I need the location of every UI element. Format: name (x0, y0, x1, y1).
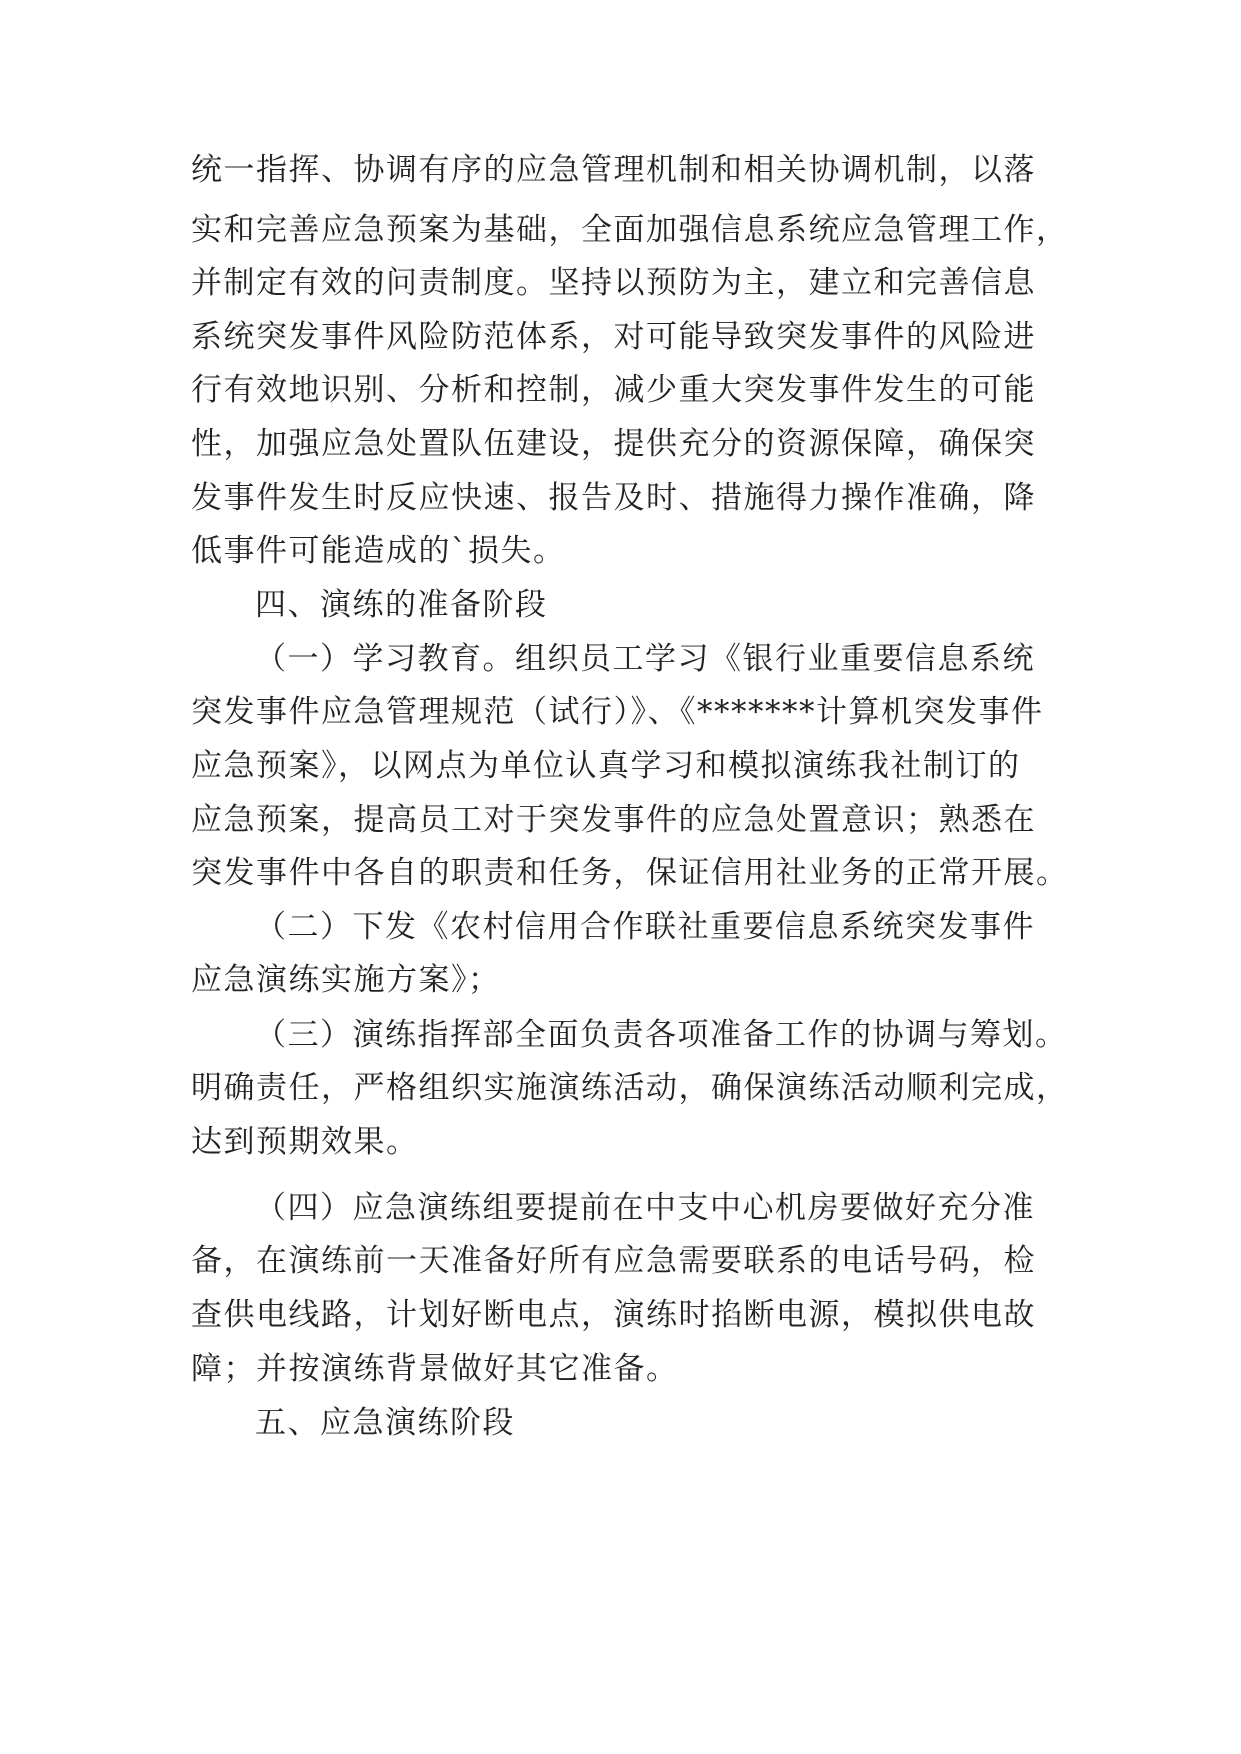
paragraph-line: 应急预案，提高员工对于突发事件的应急处置意识；熟悉在 (191, 802, 1036, 838)
paragraph-line: （四）应急演练组要提前在中支中心机房要做好充分准 (255, 1190, 1035, 1226)
paragraph-line: （三）演练指挥部全面负责各项准备工作的协调与筹划。 (255, 1017, 1068, 1053)
paragraph-line: 并制定有效的问责制度。坚持以预防为主，建立和完善信息 (191, 265, 1036, 301)
paragraph-line: 达到预期效果。 (191, 1124, 419, 1160)
paragraph-line: 系统突发事件风险防范体系，对可能导致突发事件的风险进 (191, 319, 1036, 355)
paragraph-line: 备，在演练前一天准备好所有应急需要联系的电话号码，检 (191, 1243, 1036, 1279)
paragraph-line: 应急演练实施方案》； (191, 962, 501, 998)
paragraph-line: 实和完善应急预案为基础，全面加强信息系统应急管理工作， (191, 212, 1069, 248)
paragraph-line: 突发事件应急管理规范（试行）》、《*******计算机突发事件 (191, 694, 1044, 730)
paragraph-line: 应急预案》，以网点为单位认真学习和模拟演练我社制订的 (191, 748, 1021, 784)
paragraph-line: 查供电线路，计划好断电点，演练时掐断电源，模拟供电故 (191, 1297, 1036, 1333)
paragraph-line: 行有效地识别、分析和控制，减少重大突发事件发生的可能 (191, 372, 1036, 408)
paragraph-line: 明确责任，严格组织实施演练活动，确保演练活动顺利完成， (191, 1070, 1069, 1106)
section-heading: 五、应急演练阶段 (255, 1405, 515, 1441)
paragraph-line: 发事件发生时反应快速、报告及时、措施得力操作准确，降 (191, 480, 1036, 516)
paragraph-line: 障；并按演练背景做好其它准备。 (191, 1351, 679, 1387)
paragraph-line: （二）下发《农村信用合作联社重要信息系统突发事件 (255, 909, 1035, 945)
section-heading: 四、演练的准备阶段 (255, 587, 548, 623)
paragraph-line: 突发事件中各自的职责和任务，保证信用社业务的正常开展。 (191, 855, 1069, 891)
paragraph-line: 统一指挥、协调有序的应急管理机制和相关协调机制，以落 (191, 152, 1036, 188)
paragraph-line: 性，加强应急处置队伍建设，提供充分的资源保障，确保突 (191, 426, 1036, 462)
paragraph-line: 低事件可能造成的`损失。 (191, 533, 566, 569)
paragraph-line: （一）学习教育。组织员工学习《银行业重要信息系统 (255, 641, 1035, 677)
